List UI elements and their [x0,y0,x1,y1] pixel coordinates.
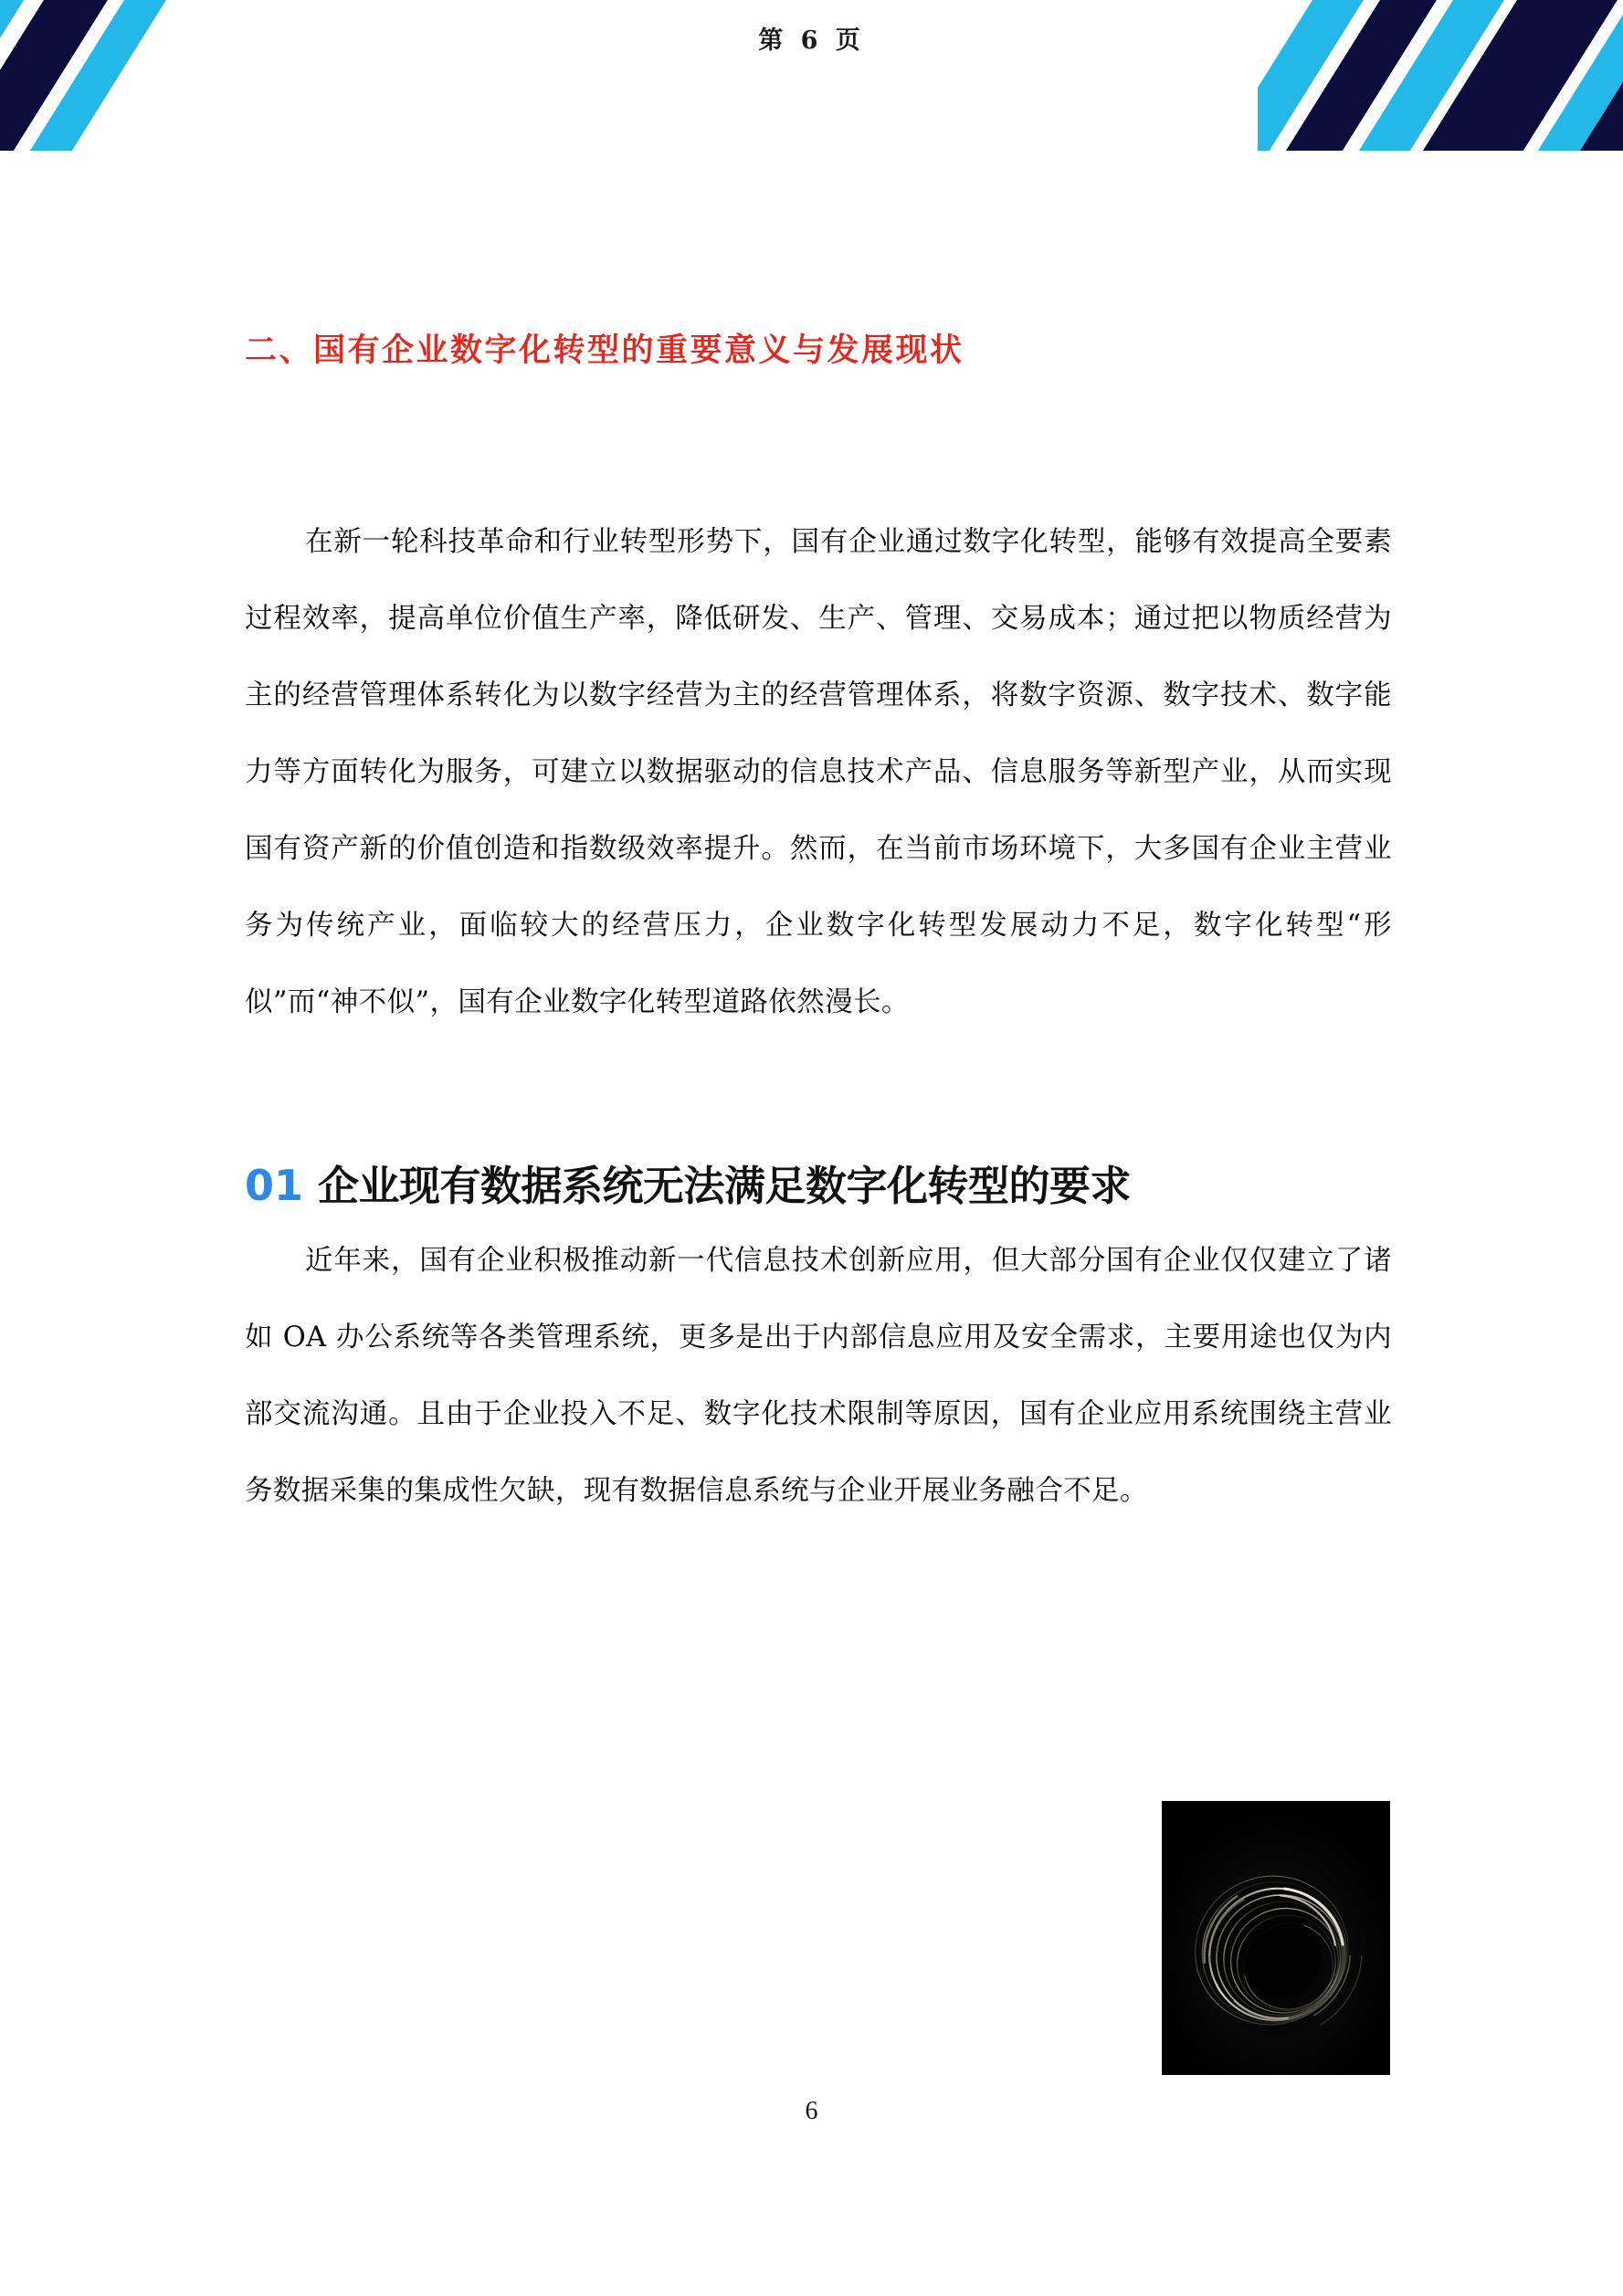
sub-section-title: 企业现有数据系统无法满足数字化转型的要求 [318,1162,1132,1211]
page-number: 6 [805,2097,818,2125]
sub-section-heading [245,1161,1392,1211]
body-paragraph-2: 近年来，国有企业积极推动新一代信息技术创新应用，但大部分国有企业仅仅建立了诸如 OA 办公系统等各类管理系统，更多是出于内部信息应用及安全需求，主要用途也仅为内部交流沟通。且由于企业投入不足、数字化技术限制等原因，国有企业应用系统围绕主营业务数据采集的集成性欠缺，现有数据信息系统与企业开展业务融合不足。 [245,1245,1392,1508]
coiled-wire-photo-icon [1162,1801,1390,2075]
section-heading: 二、国有企业数字化转型的重要意义与发展现状 [245,332,964,369]
illustration-image [1162,1801,1390,2075]
body-paragraph-1: 在新一轮科技革命和行业转型形势下，国有企业通过数字化转型，能够有效提高全要素过程效率，提高单位价值生产率，降低研发、生产、管理、交易成本；通过把以物质经营为主的经营管理体系转化为以数字经营为主的经营管理体系，将数字资源、数字技术、数字能力等方面转化为服务，可建立以数据驱动的信息技术产品、信息服务等新型产业，从而实现国有资产新的价值创造和指数级效率提升。然而，在当前市场环境下，大多国有企业主营业务为传统产业，面临较大的经营压力，企业数字化转型发展动力不足，数字化转型“形似”而“神不似”，国有企业数字化转型道路依然漫长。 [245,526,1392,1019]
document-content [245,329,1392,1530]
running-header: 第 6 页 [758,26,865,55]
sub-section-number: 01 [245,1161,304,1211]
